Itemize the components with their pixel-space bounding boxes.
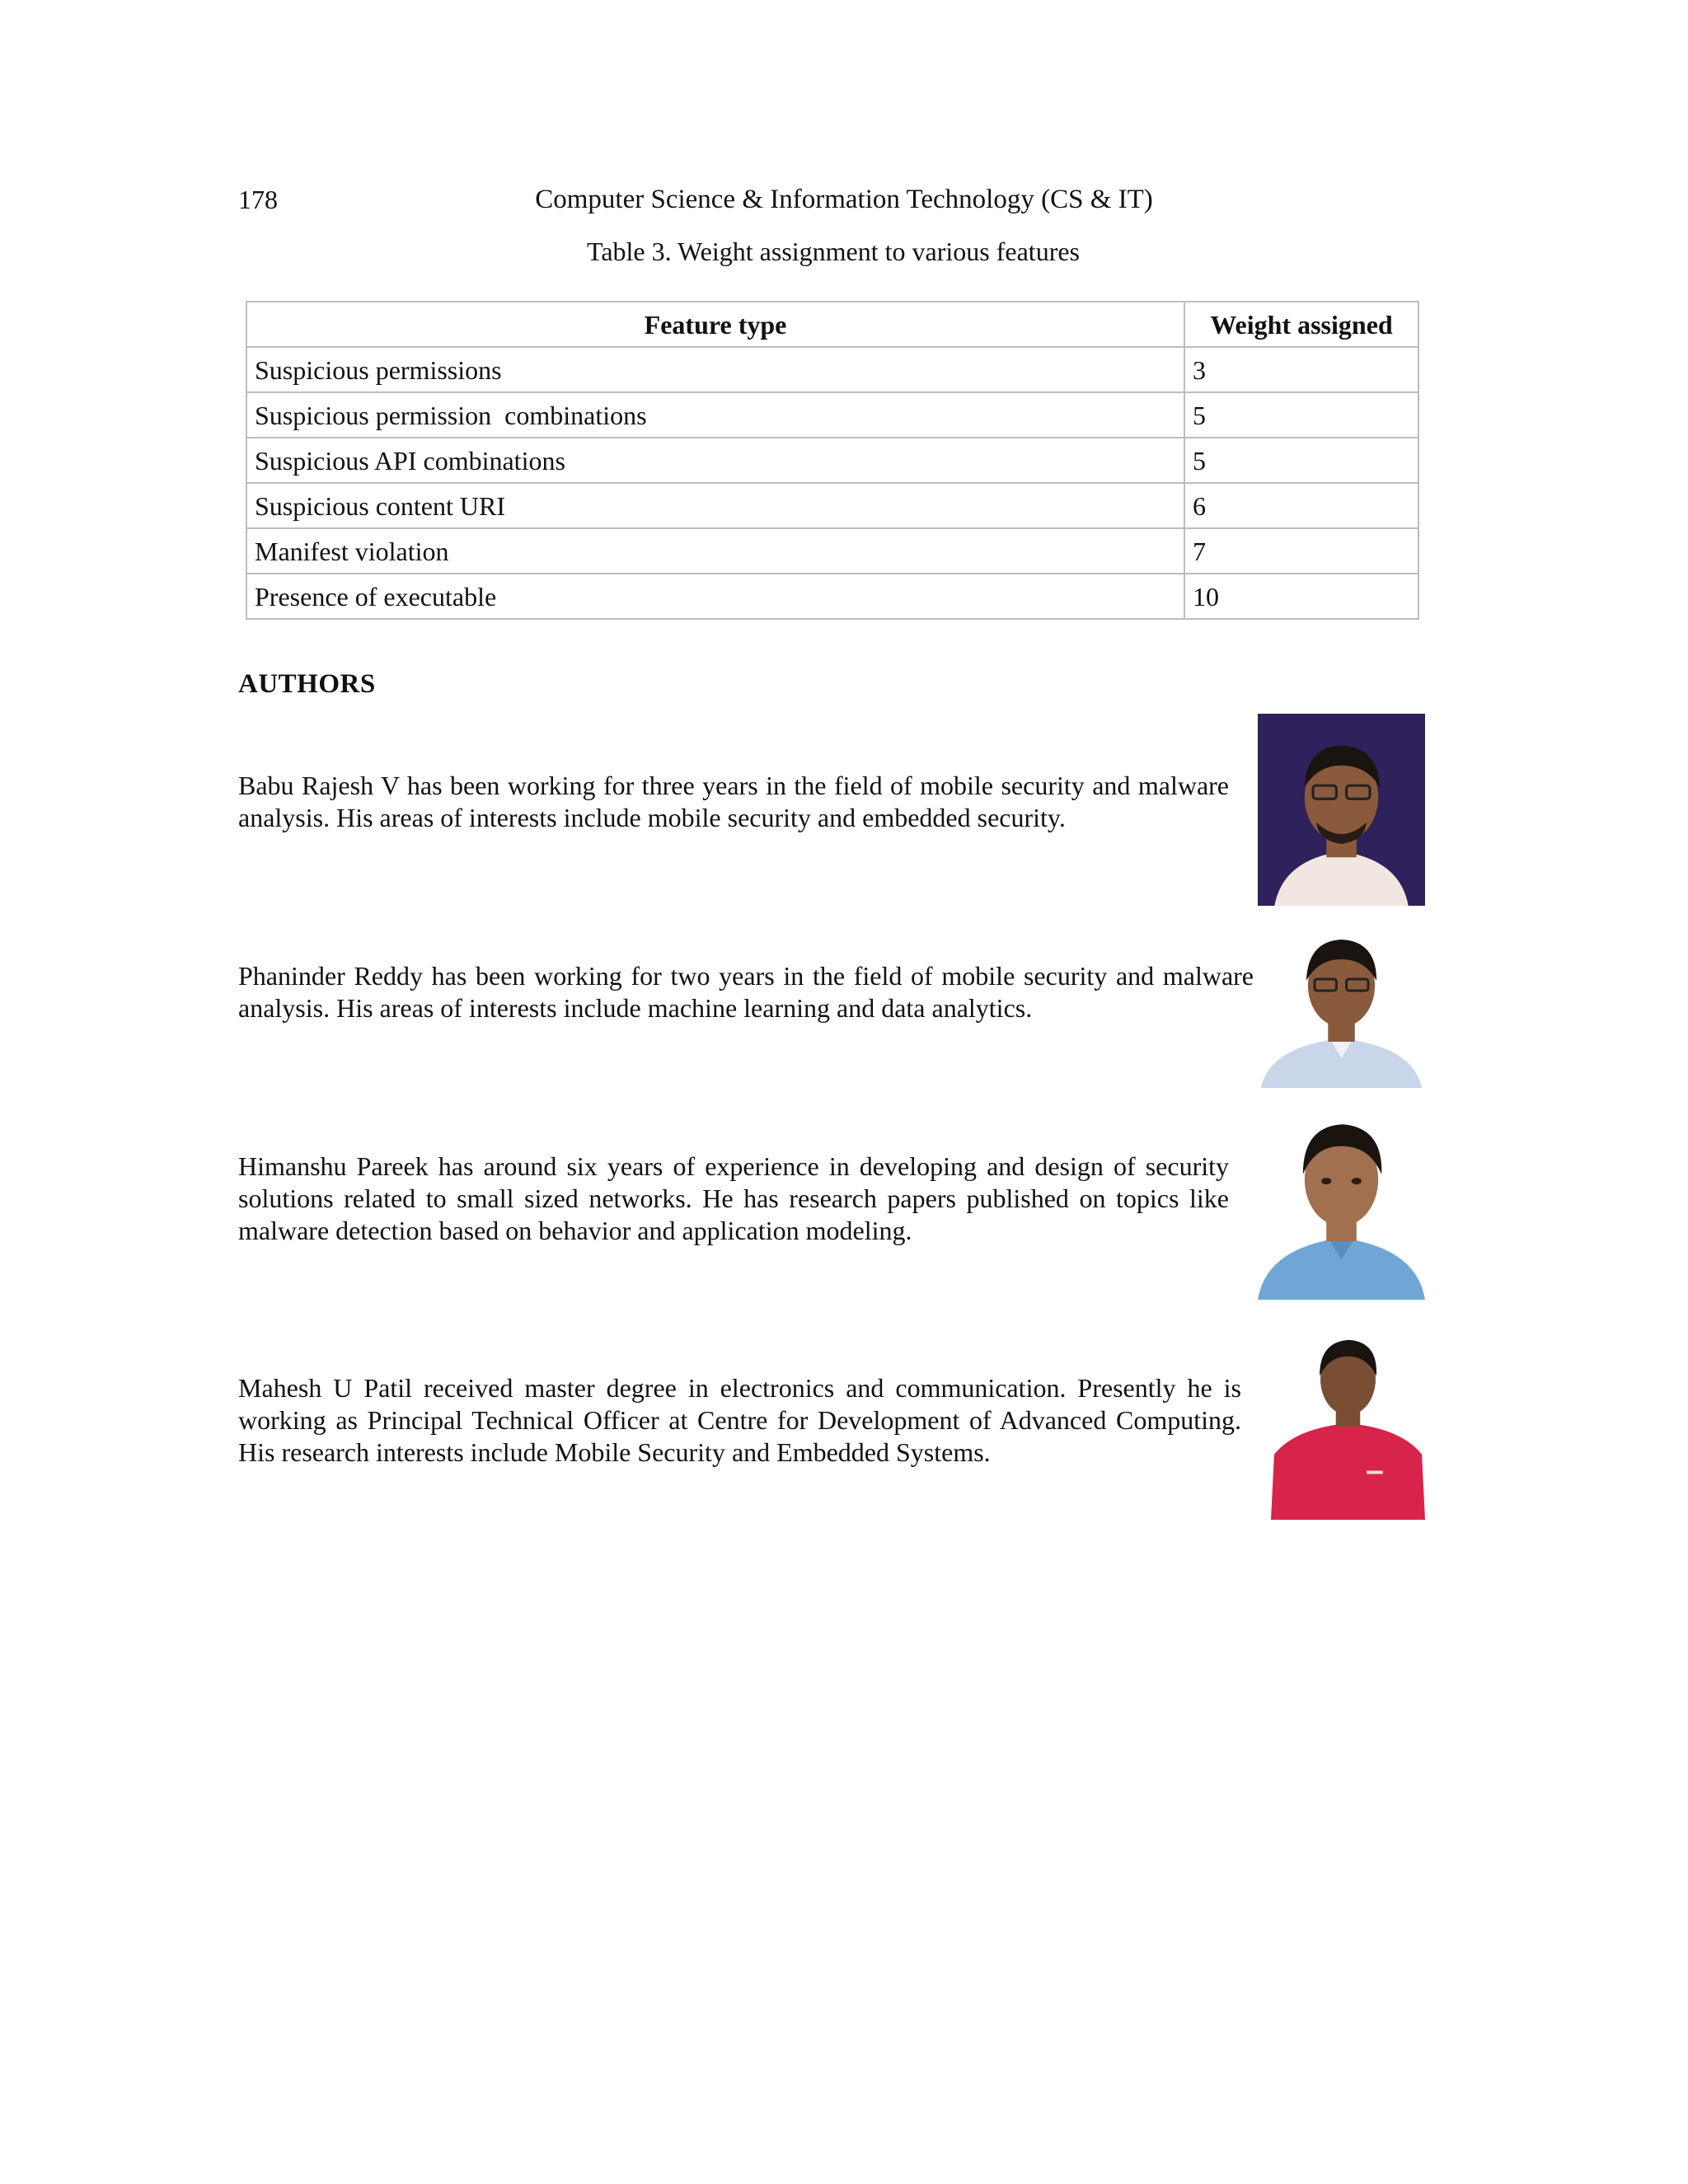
authors-heading: AUTHORS bbox=[238, 669, 376, 699]
table-row bbox=[246, 574, 1418, 619]
column-header-weight-assigned: Weight assigned bbox=[1184, 302, 1418, 347]
author-photo-babu-rajesh bbox=[1258, 714, 1425, 906]
feature-cell: Suspicious permission combinations bbox=[246, 392, 1184, 438]
weight-cell: 7 bbox=[1184, 528, 1418, 574]
feature-cell: Presence of executable bbox=[246, 574, 1184, 619]
author-bio-babu-rajesh: Babu Rajesh V has been working for three years in the field of mobile security and malware analysis. His areas of interests include mobile security and embedded security. bbox=[238, 771, 1229, 832]
table-row bbox=[246, 483, 1418, 528]
running-head: Computer Science & Information Technology (CS & IT) bbox=[535, 185, 1153, 214]
page-number: 178 bbox=[238, 185, 278, 214]
feature-cell: Manifest violation bbox=[246, 528, 1184, 574]
feature-cell: Suspicious permissions bbox=[246, 347, 1184, 392]
column-header-feature-type: Feature type bbox=[246, 302, 1184, 347]
author-photo-mahesh-patil bbox=[1271, 1332, 1425, 1520]
table-header-row bbox=[246, 302, 1418, 347]
table-row bbox=[246, 438, 1418, 483]
author-bio-mahesh-patil: Mahesh U Patil received master degree in electronics and communication. Presently he is working as Principal Technical Officer at Centre for Development of Advanced Computing. His research interests include Mobile Security and Embedded Systems. bbox=[238, 1373, 1241, 1467]
weight-cell: 10 bbox=[1184, 574, 1418, 619]
weight-cell: 3 bbox=[1184, 347, 1418, 392]
author-photo-phaninder-reddy bbox=[1258, 926, 1425, 1088]
weight-cell: 6 bbox=[1184, 483, 1418, 528]
table-row bbox=[246, 392, 1418, 438]
table-caption: Table 3. Weight assignment to various features bbox=[587, 237, 1080, 266]
feature-cell: Suspicious API combinations bbox=[246, 438, 1184, 483]
author-bio-himanshu-pareek: Himanshu Pareek has around six years of experience in developing and design of security solutions related to small sized networks. He has research papers published on topics like malware detection based on behavior and application modeling. bbox=[238, 1151, 1229, 1245]
author-photo-himanshu-pareek bbox=[1258, 1108, 1425, 1300]
weight-cell: 5 bbox=[1184, 392, 1418, 438]
table-row bbox=[246, 347, 1418, 392]
weight-cell: 5 bbox=[1184, 438, 1418, 483]
table-row bbox=[246, 528, 1418, 574]
weight-table bbox=[246, 301, 1419, 620]
author-bio-phaninder-reddy: Phaninder Reddy has been working for two years in the field of mobile security and malware analysis. His areas of interests include machine learning and data analytics. bbox=[238, 961, 1254, 1023]
feature-cell: Suspicious content URI bbox=[246, 483, 1184, 528]
